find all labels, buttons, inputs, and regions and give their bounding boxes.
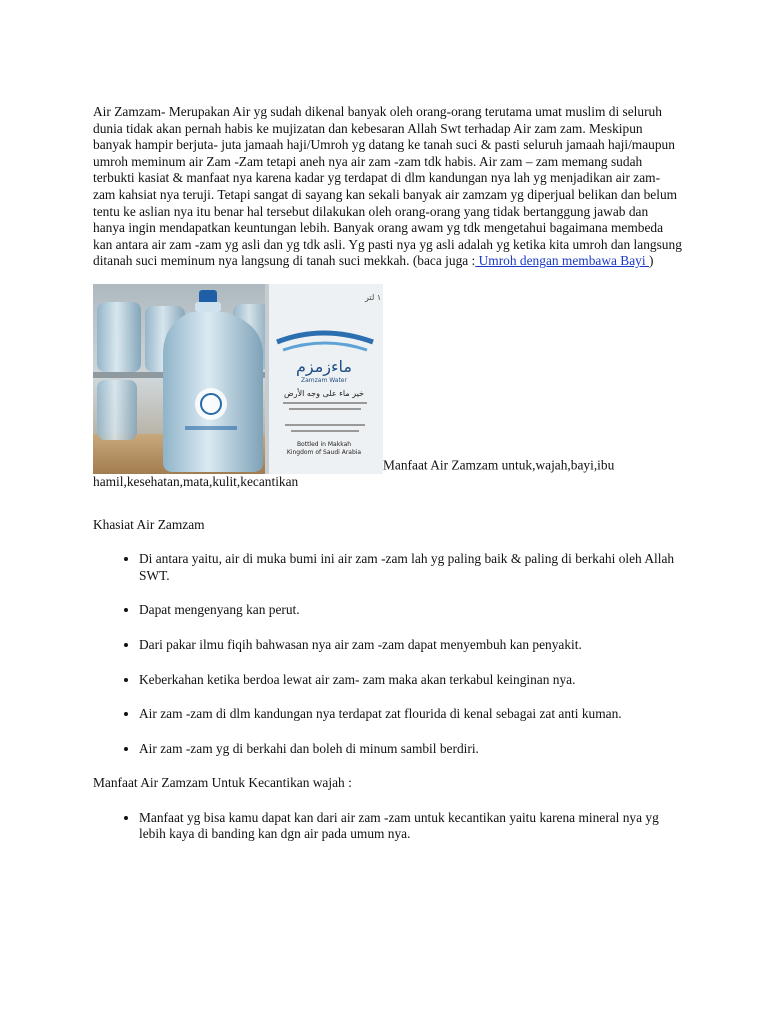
kecantikan-list xyxy=(93,810,683,843)
zamzam-photo-illustration xyxy=(93,284,383,474)
list-item: • Dari pakar ilmu fiqih bahwasan nya air zam -zam dapat menyembuh kan penyakit. xyxy=(139,637,683,654)
list-item: • Manfaat yg bisa kamu dapat kan dari air zam -zam untuk kecantikan yaitu karena mineral nya yg lebih kaya di banding kan dgn air pada umum nya. xyxy=(139,810,683,843)
intro-paragraph xyxy=(93,104,683,270)
box-slogan-arabic: خير ماء على وجه الأرض xyxy=(284,388,364,398)
document-page xyxy=(93,104,683,861)
box-brand-arabic: ماءزمزم xyxy=(296,356,352,376)
khasiat-list xyxy=(93,551,683,757)
intro-text: Air Zamzam- Merupakan Air yg sudah dikenal banyak oleh orang-orang terutama umat muslim di seluruh dunia tidak akan pernah habis ke mujizatan dan kebesaran Allah Swt terhadap Air zam zam. Meskipun banyak hampir berjuta- juta jamaah haji/Umroh yg datang ke tanah suci & pasti seluruh jamaah haji/maupun umroh meminum air Zam -Zam tetapi aneh nya air zam -zam tdk habis. Air zam – zam memang sudah terbukti kasiat & manfaat nya karena kadar yg terdapat di dlm kandungan nya lah yg menjadikan air zam- zam kahsiat nya teruji. Tetapi sangat di sayang kan sekali banyak air zamzam yg diperjual belikan dan belum tentu ke aslian nya itu benar hal tersebut dilakukan oleh orang-orang yang tidak bertanggung jawab dan hanya ingin mendapatkan keuntungan lebih. Banyak orang awam yg tdk mengetahui bagaimana membeda kan antara air zam -zam yg asli dan yg tdk asli. Yg pasti nya yg asli adalah yg ketika kita umroh dan langsung ditanah suci meminum nya langsung di tanah suci mekkah. (baca juga : xyxy=(93,104,682,269)
list-item: • Air zam -zam di dlm kandungan nya terdapat zat flourida di kenal sebagai zat anti kuman. xyxy=(139,706,683,723)
list-item: • Keberkahan ketika berdoa lewat air zam- zam maka akan terkabul keinginan nya. xyxy=(139,672,683,689)
list-item: • Dapat mengenyang kan perut. xyxy=(139,602,683,619)
kecantikan-heading: Manfaat Air Zamzam Untuk Kecantikan wajah : xyxy=(93,775,352,791)
list-item: • Di antara yaitu, air di muka bumi ini air zam -zam lah yg paling baik & paling di berkahi oleh Allah SWT. xyxy=(139,551,683,584)
box-kingdom-label: Kingdom of Saudi Arabia xyxy=(286,448,362,456)
zamzam-water-photo xyxy=(93,284,383,474)
box-bottled-label: Bottled in Makkah xyxy=(296,440,352,448)
box-brand-latin: Zamzam Water xyxy=(301,376,347,384)
umroh-bayi-link[interactable]: Umroh dengan membawa Bayi xyxy=(475,253,649,269)
box-size-label: ١ لتر xyxy=(365,292,382,302)
khasiat-heading: Khasiat Air Zamzam xyxy=(93,516,205,532)
intro-text-end: ) xyxy=(648,253,654,269)
figure-block xyxy=(93,284,683,491)
list-item: • Air zam -zam yg di berkahi dan boleh di minum sambil berdiri. xyxy=(139,741,683,758)
figure-caption: Manfaat Air Zamzam untuk,wajah,bayi,ibu hamil,kesehatan,mata,kulit,kecantikan xyxy=(93,457,615,489)
